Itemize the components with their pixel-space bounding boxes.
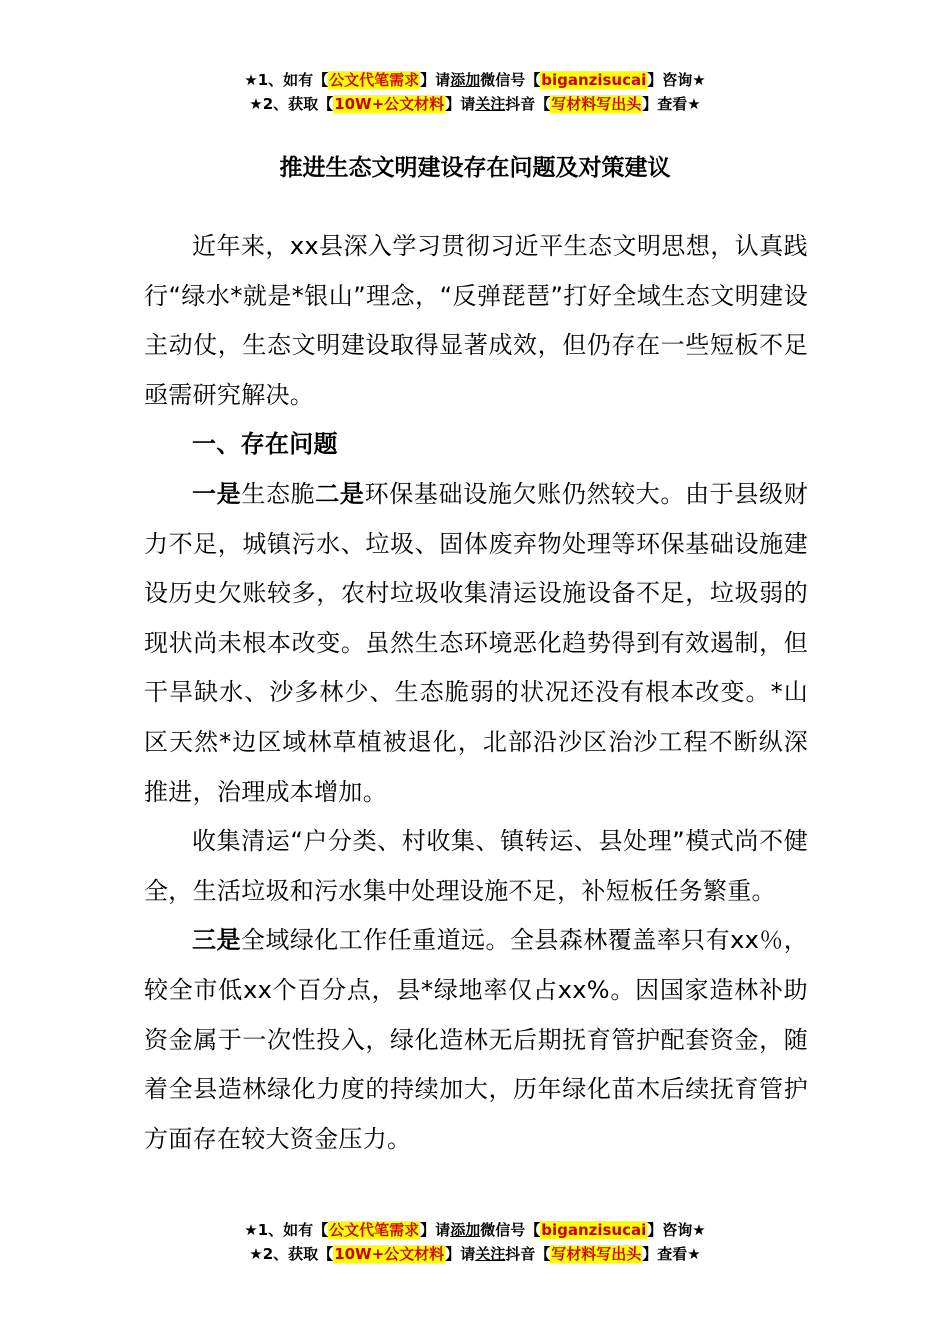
- promo-text: ★1、如有【: [244, 71, 329, 89]
- promo-text: 】查看★: [642, 95, 701, 113]
- document-title: 推进生态文明建设存在问题及对策建议: [279, 155, 671, 181]
- paragraph-text: 生态脆: [241, 479, 316, 508]
- promo-highlight-service: 公文代笔需求: [329, 1221, 420, 1239]
- lead-label: 二是: [315, 479, 365, 508]
- lead-label: 三是: [192, 926, 241, 955]
- promo-underlined-text: 添加: [450, 71, 481, 89]
- intro-paragraph: 近年来，xx县深入学习贯彻习近平生态文明思想，认真践行“绿水*就是*银山”理念，“反弹琵琶”打好全域生态文明建设主动仗，生态文明建设取得显著成效，但仍存在一些短板不足亟需研究解决。: [144, 232, 808, 409]
- promo-underlined-text: 关注: [475, 1245, 506, 1263]
- promo-text: 】请: [445, 95, 476, 113]
- footer-promo-banner: [0, 1218, 950, 1266]
- promo-text: 】咨询★: [647, 71, 706, 89]
- promo-highlight-douyin-id: 写材料写出头: [551, 1245, 642, 1263]
- promo-text: 】咨询★: [647, 1221, 706, 1239]
- promo-highlight-materials: 10W+公文材料: [334, 95, 445, 113]
- promo-line-2: [0, 1242, 950, 1266]
- problem-paragraph-2: 收集清运“户分类、村收集、镇转运、县处理”模式尚不健全，生活垃圾和污水集中处理设施不足，补短板任务繁重。: [144, 827, 808, 905]
- promo-text: ★2、获取【: [249, 95, 334, 113]
- promo-text: ★2、获取【: [249, 1245, 334, 1263]
- promo-underlined-text: 关注: [475, 95, 506, 113]
- paragraph-text: 环保基础设施欠账仍然较大。由于县级财力不足，城镇污水、垃圾、固体废弃物处理等环保基础设施建设历史欠账较多，农村垃圾收集清运设施设备不足，垃圾弱的现状尚未根本改变。虽然生态环境恶化趋势得到有效遏制，但干旱缺水、沙多林少、生态脆弱的状况还没有根本改变。*山区天然*边区域林草植被退化，北部沿沙区治沙工程不断纵深推进，治理成本增加。: [144, 479, 808, 806]
- section-heading-text: 一、存在问题: [192, 430, 338, 459]
- promo-text: 】请: [420, 71, 451, 89]
- header-promo-banner: [0, 68, 950, 116]
- lead-label: 一是: [192, 479, 242, 508]
- promo-highlight-wechat-id: biganzisucai: [541, 71, 647, 89]
- promo-line-1: [0, 68, 950, 92]
- promo-text: 微信号【: [480, 71, 541, 89]
- promo-text: 抖音【: [505, 95, 551, 113]
- promo-highlight-douyin-id: 写材料写出头: [551, 95, 642, 113]
- promo-line-2: [0, 92, 950, 116]
- promo-text: 】请: [420, 1221, 451, 1239]
- section-heading: [144, 420, 808, 470]
- promo-text: 抖音【: [505, 1245, 551, 1263]
- promo-text: 微信号【: [480, 1221, 541, 1239]
- paragraph-text: 全域绿化工作任重道远。全县森林覆盖率只有xx％，较全市低xx个百分点，县*绿地率仅占xx%。因国家造林补助资金属于一次性投入，绿化造林无后期抚育管护配套资金，随着全县造林绿化力度的持续加大，历年绿化苗木后续抚育管护方面存在较大资金压力。: [144, 926, 808, 1153]
- promo-highlight-service: 公文代笔需求: [329, 71, 420, 89]
- problem-paragraph-1: [144, 470, 808, 817]
- promo-highlight-wechat-id: biganzisucai: [541, 1221, 647, 1239]
- promo-text: ★1、如有【: [244, 1221, 329, 1239]
- promo-underlined-text: 添加: [450, 1221, 481, 1239]
- promo-line-1: [0, 1218, 950, 1242]
- promo-text: 】查看★: [642, 1245, 701, 1263]
- promo-highlight-materials: 10W+公文材料: [334, 1245, 445, 1263]
- problem-paragraph-3: [144, 916, 808, 1164]
- promo-text: 】请: [445, 1245, 476, 1263]
- document-body: [144, 222, 808, 1164]
